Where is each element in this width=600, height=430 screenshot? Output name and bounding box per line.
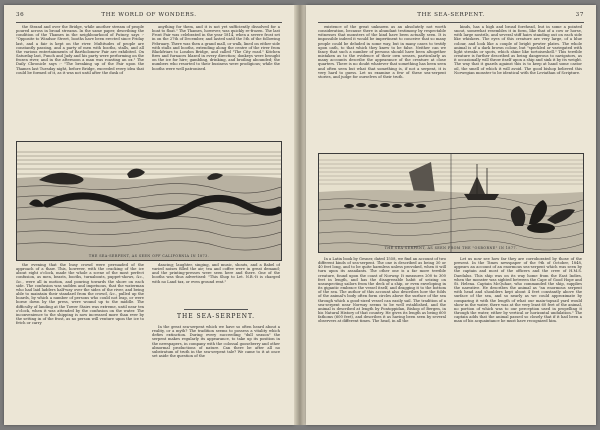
left-head-rule <box>16 22 282 23</box>
left-page <box>4 5 294 425</box>
left-page-number: 36 <box>16 12 25 18</box>
left-bottom-text-1: the evening that the busy crowd were persuaded of the approach of a thaw. This, however, with the cracking of the ice about eight o'clock, made the whole a scene of the most perfect confusion, as men, beasts, booths, turnabouts, puppet-shows, &c., &c., were all in motion, and pouring towards the shore on each side. The confusion was sudden and impetuous, that the waterman who had laid ladders half-way over the sides of the river, and being able to maintain their standard from the crowd, &c., pulled up the boards, by which a number of persons who could not leap, or were borne down by the press, were wound up to the middle. The difficulty of landing at the Tower Stairs was extreme, until near ten o'clock, when it was attended by the confusion on the water. The inconvenience to the shipping is now increased more than ever by the setting in of the frost, as no person will venture upon the ice to fetch or carry <box>16 263 144 326</box>
sea-serpent-illustration-osborne <box>318 153 584 253</box>
right-bottom-column-1 <box>318 257 446 421</box>
left-bottom-text-2: dancing; laughter, singing, and music, shouts, and a Babel of varied noises filled the air; tea and coffee were in great demand; and the printing-presses were seen here and there. One of the booths was thus advertised: "This Shop to Let. N.B.-It is charged with no Land tax, or even ground rent." <box>152 263 280 284</box>
right-page <box>306 5 596 425</box>
right-bottom-column-2 <box>454 257 582 421</box>
right-running-head <box>318 12 584 20</box>
left-top-text-1: the Strand and over the Bridge, while another stream of people poured across in broad streams. In the same paper, describing the condition of the Thames in the neighbourhood of Putney, says :- "Opposite to Windsor Street, booths have been erected since Friday last, and a fair is kept on the river. Multitudes of people are constantly passing, and a party of men with booths, stalls, and all the various entertainments of Bartholomew Fair are exhibited. On Saturday last, Punch and Judy and his party were performing on the frozen river, and in the afternoon a man was roasting an ox." The Daily Chronicle says :- "The breaking up of the Fair upon the Thames last Tuesday night, before Bridge, exceeded every idea that could be formed of it, as it was not until after the dusk of <box>16 25 144 75</box>
section-divider-rule <box>184 309 248 310</box>
left-running-head <box>16 12 282 20</box>
book-gutter <box>294 5 306 425</box>
right-top-text-1: existence of the great unknown as an absolutely not worth consideration, because there is abundant testimony by respectable witnesses that monsters of the kind have been actually seen. It is impossible indeed it would be impertinent to conceive that so many people could be deluded in some way, but in many cases to testify upon oath, to that which they knew to be false. Neither can we fancy that such a number of persons should have been altogether mistaken as to the evidence of their own senses, particularly as many accounts describe the appearance of the creature at close quarters. There is no doubt whatever that something has been seen and often seen but what that something is, if not a serpent, it is very hard to guess. Let us examine a few of these sea-serpent stories, and judge for ourselves of their truth. <box>318 25 446 79</box>
right-bottom-text-2: Let us now see how far they are corroborated by those of the present. In the Times newspaper of the 9th of October, 1848, appears an account of an enormous sea-serpent which was seen by the captain and most of the officers and the crew of H.M.S. Daedalus. This ship was on its way home from the East Indies, when the monster was sighted between the Cape of Good Hope and St. Helena. Captain McQuhae, who commanded the ship, supplies the narrative. He describes the animal as "an enormous serpent with head and shoulders kept about 4 feet constantly above the surface of the sea, and so nearly as we could approximate by comparing it with the length of what our main-topsail yard would show in the water, there was at the very least 60 feet of the animal, no portion of which was to our perception used in propelling it through the water, either by vertical or horizontal undulation." The captain adds that the animal passed so closely that if it had been a man of his acquaintance he must have recognized him. <box>454 257 582 324</box>
left-top-column-1 <box>16 25 144 137</box>
left-section-text: In the great sea-serpent which we have so often heard about a reality, or a myth? The tradition seems to possess a vitality which defies extinction. During every succeeding "dull season" the serpent makes regularly its appearance, to take up its position in the newspapers, in company with the colossal gooseberry and other abnormal productions of nature. Can there be after all no substratum of truth in the sea-serpent tale? We came to it at once set aside the question of the <box>152 325 280 359</box>
right-bottom-text-1: In a Latin book by Gesner, dated 1558, we find an account of two different kinds of sea-serpent. The one is described as being 30 or 40 feet long, and to be quite harmless unless provoked, when it will turn upon its assailants. The other one is a far more terrible creature, found upon the coast of Norway. It measures 200 to 300 feet in length, and has the disagreeable habit of seizing on unsuspecting sailors from the deck of a ship, or even enveloping in its gigantic embrace the vessel itself, and dragging it to the bottom of the sea. The author of this account also describes how the folds of the animal's body often form circles above the surface of the sea through which a good-sized vessel can easily sail. The tradition of a sea-serpent near Norway seems to be well established, and the animal is described at length by Pontoppidan, Bishop of Bergen, in his Natural History of that country. He gives its length as being 600 fathoms (600 feet), and describes it as having been seen by several observers at different times. The head, in all the <box>318 257 446 324</box>
left-running-title: THE WORLD OF WONDERS. <box>101 12 197 18</box>
left-illustration-caption: THE SEA-SERPENT, AS SEEN OFF CALIFORNIA IN 1873. <box>88 254 210 258</box>
sea-serpent-illustration-california <box>16 141 282 261</box>
california-serpent-engraving <box>17 142 281 260</box>
right-illustration-caption: THE SEA-SERPENT, AS SEEN FROM THE "OSBORNE" IN 1877. <box>384 246 518 250</box>
right-top-column-1 <box>318 25 446 149</box>
left-bottom-column-1 <box>16 263 144 421</box>
right-running-title: THE SEA-SERPENT. <box>417 12 485 18</box>
left-top-column-2 <box>152 25 280 137</box>
left-bottom-column-2 <box>152 263 280 307</box>
right-top-column-2 <box>454 25 582 149</box>
section-title: THE SEA-SERPENT. <box>176 313 256 320</box>
left-section-column <box>152 325 280 421</box>
left-top-text-2: anything for them, and it is not yet sufficiently dissolved for a boat to float." The Thames, however, was quickly re-frozen. The last Frost Fair was celebrated in the year 1814, when a severe frost set in on the 27th of December, and lasted until the 5th of the following February. There was then a grand mall, or walk, lined on either side with stalls and booths, extending along the centre of the river from Blackfriars to London Bridge, and called "The City road." Kitchen fires and furnaces blazed in every direction; donkeys were brought on the ice for hire; gambling, drinking, and broiling abounded; the numbers who resorted to their business were prodigious; while the booths were well patronised. <box>152 25 280 71</box>
right-top-text-2: kinds, has a high and broad forehead, but in some a pointed snout, somewhat resembles it in form, like that of a cow or horse, with large nostrils, and several stiff hairs standing out on each side like whiskers. The eyes of this creature are very large, of a blue colour, and look like a couple of bright pewter plates. The whole animal is of a dark brown colour, but "speckled or variegated with light streaks or spots, which shine like tortoiseshell." This terrible creature is further described as being dangerous to navigators, as it occasionally will throw itself upon a ship and sink it by its weight. The way that it guards against this is to keep at hand some castor oil, the smell of which it will avoid. The good bishop believed this Norwegian monster to be identical with the Leviathan of Scripture. <box>454 25 582 75</box>
osborne-serpent-engraving <box>319 154 583 252</box>
right-head-rule <box>318 22 584 23</box>
right-page-number: 37 <box>575 12 584 18</box>
